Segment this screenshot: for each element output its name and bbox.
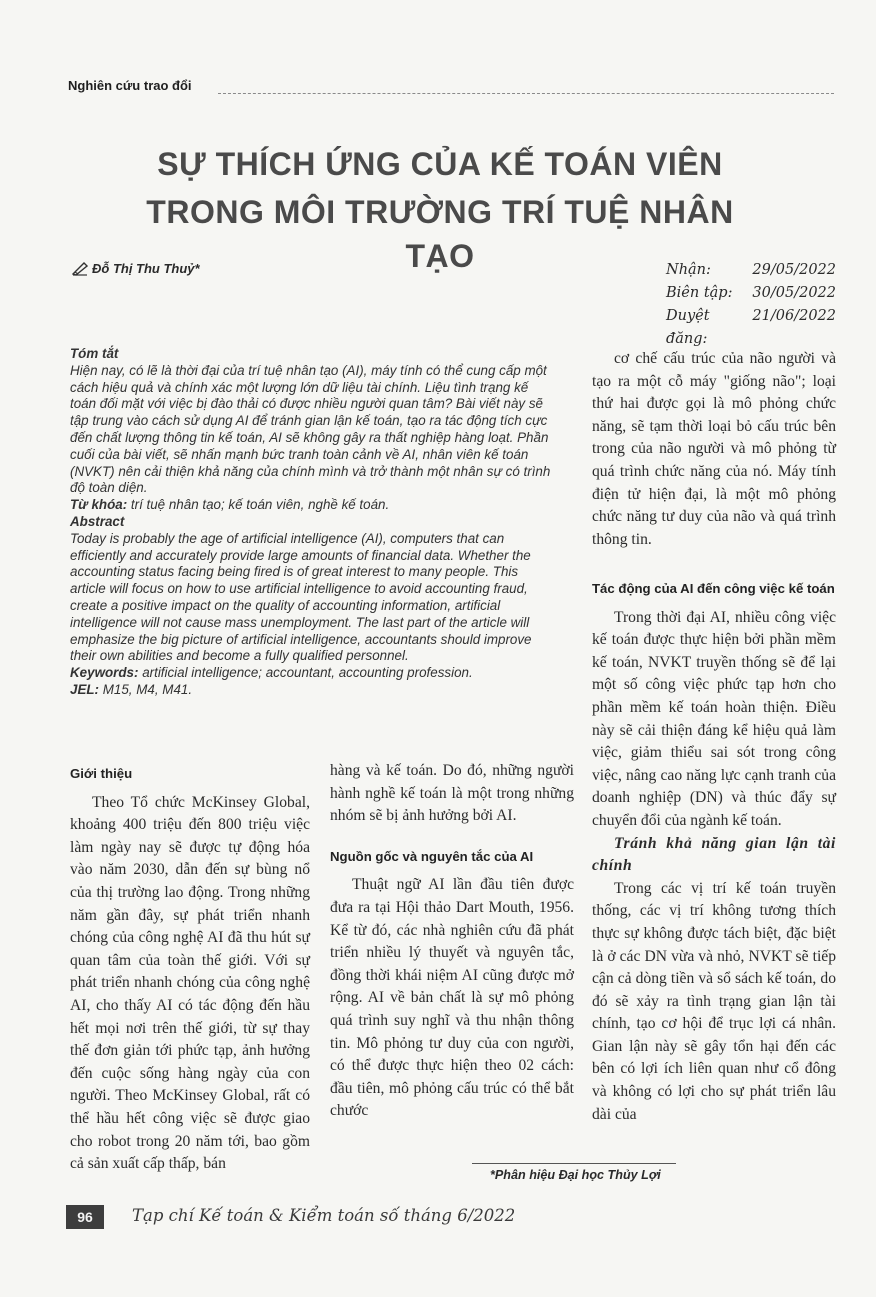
section-label: Nghiên cứu trao đổi <box>68 78 192 93</box>
date-received: Nhận: 29/05/2022 <box>666 262 836 278</box>
page-number: 96 <box>66 1205 104 1229</box>
pen-writing-icon <box>72 262 88 276</box>
paragraph: Trong thời đại AI, nhiều công việc kế toán được thực hiện bởi phần mềm kế toán, NVKT truyền thống sẽ để lại một số công việc phức tạp hơn cho phần mềm kế toán hoàn thiện. Điều này sẽ cải thiện đáng kể hiệu quả làm việc, giảm thiểu sai sót trong công việc, nâng cao năng lực cạnh tranh của doanh nghiệp (DN) và thúc đẩy sự chuyển đổi của ngành kế toán. <box>592 608 836 829</box>
tukhoa-line <box>70 497 556 514</box>
keywords-line <box>70 665 556 682</box>
abstract-heading: Abstract <box>70 513 125 529</box>
column-2 <box>330 760 574 1123</box>
paragraph: Thuật ngữ AI lần đầu tiên được đưa ra tại Hội thảo Dart Mouth, 1956. Kể từ đó, các nhà nghiên cứu đã phát triển nhiều lý thuyết và nguyên tắc, đồng thời khái niệm AI cũng được mở rộng. AI về bản chất là sự mô phỏng quá trình suy nghĩ và thu nhận thông tin. Mô phỏng tư duy của con người, có thể được thực hiện theo 02 cách: đầu tiên, mô phỏng cấu trúc có thể bắt chước <box>330 876 574 1120</box>
affiliation-footnote: *Phân hiệu Đại học Thủy Lợi <box>490 1168 661 1182</box>
paragraph: hàng và kế toán. Do đó, những người hành nghề kế toán là một trong những nhóm sẽ bị ảnh hưởng bởi AI. <box>330 762 574 825</box>
tukhoa-label: Từ khóa: <box>70 497 128 513</box>
paragraph: cơ chế cấu trúc của não người và tạo ra một cỗ máy "giống não"; loại thứ hai được gọi là mô phỏng chức năng, sẽ tạm thời loại bỏ cấu trúc bên trong của não người và mô phỏng từ quá trình chức năng của nó. Máy tính điện tử hiện đại, là một mô phỏng chức năng tư duy của não và quá trình thông tin. <box>592 350 836 548</box>
date-block <box>666 259 836 351</box>
paragraph: Theo Tổ chức McKinsey Global, khoảng 400 triệu đến 800 triệu việc làm ngày nay sẽ được tự động hóa vào năm 2030, dẫn đến sự bùng nổ của thị trường lao động. Trong những năm gần đây, sự phát triển nhanh chóng của công nghệ AI đã thu hút sự quan tâm của toàn thế giới. Với sự phát triển nhanh chóng của công nghệ AI, cho thấy AI có tác động đến hầu hết mọi nơi trên thế giới, từ sự thay thế đơn giản tới phức tạp, ảnh hưởng đến cuộc sống hàng ngày của con người. Theo McKinsey Global, rất có thể hầu hết công việc sẽ được giao cho robot trong 20 năm tới, bao gồm cả sản xuất cấp thấp, bán <box>70 793 310 1173</box>
date-approved: Duyệt đăng: 21/06/2022 <box>666 308 836 347</box>
tomtat-heading: Tóm tắt <box>70 346 119 361</box>
jel-line <box>70 682 556 699</box>
journal-name: Tạp chí Kế toán & Kiểm toán số tháng 6/2022 <box>132 1206 516 1225</box>
section-heading-origin: Nguồn gốc và nguyên tắc của AI <box>330 848 534 864</box>
tomtat-text: Hiện nay, có lẽ là thời đại của trí tuệ nhân tạo (AI), máy tính có thể cung cấp một cách hiệu quả và chính xác một lượng lớn dữ liệu tài chính. Liệu tình trạng kế toán đối mặt với việc bị đào thải có được nhiều người quan tâm? Bài viết này sẽ tập trung vào cách sử dụng AI để tránh gian lận kế toán, tạo ra tác động tích cực đến chất lượng thông tin kế toán, AI sẽ không gây ra thất nghiệp hàng loạt. Phần cuối của bài viết, sẽ nhấn mạnh bức tranh toàn cảnh về AI, nhân viên kế toán (NVKT) nên cải thiện khả năng của chính mình và trở thành một nhân sự có trình độ toàn diện. <box>70 362 551 496</box>
article-title-line-1: SỰ THÍCH ỨNG CỦA KẾ TOÁN VIÊN <box>157 146 723 182</box>
column-1 <box>70 763 310 1176</box>
author-row <box>72 261 200 276</box>
jel-text: M15, M4, M41. <box>99 681 193 697</box>
abstract-box <box>70 346 556 699</box>
keywords-text: artificial intelligence; accountant, accounting profession. <box>138 665 473 681</box>
section-heading-intro: Giới thiệu <box>70 766 133 781</box>
column-3 <box>592 578 836 1126</box>
keywords-label: Keywords: <box>70 665 139 681</box>
jel-label: JEL: <box>70 681 100 697</box>
subheading-fraud: Tránh khả năng gian lận tài chính <box>592 834 836 875</box>
date-edited: Biên tập: 30/05/2022 <box>666 285 836 301</box>
abstract-text: Today is probably the age of artificial intelligence (AI), computers that can efficiently and accurately provide large amounts of financial data. Whether the accounting status facing being fired is of great interest to many people. This article will focus on how to use artificial intelligence to avoid accounting fraud, create a positive impact on the quality of accounting information, artificial intelligence will not cause mass unemployment. The last part of the article will emphasize the big picture of artificial intelligence, accountants should improve their own abilities and become a fully qualified personnel. <box>70 530 532 664</box>
tukhoa-text: trí tuệ nhân tạo; kế toán viên, nghề kế toán. <box>127 497 390 513</box>
footnote-rule <box>472 1163 676 1164</box>
section-heading-impact: Tác động của AI đến công việc kế toán <box>592 581 835 596</box>
paragraph: Trong các vị trí kế toán truyền thống, các vị trí không tương thích thực sự không được tách biệt, đặc biệt là ở các DN vừa và nhỏ, NVKT sẽ tiếp cận cả dòng tiền và sổ sách kế toán, do đó sẽ xảy ra tình trạng gian lận tài chính, tạo cơ hội để trục lợi cá nhân. Gian lận này sẽ gây tổn hại đến các bên có lợi ích liên quan như cổ đông và không có lợi cho sự phát triển lâu dài của <box>592 879 836 1123</box>
header-rule <box>218 93 834 94</box>
author-name: Đỗ Thị Thu Thuỷ* <box>92 261 200 276</box>
article-title-line-2: TRONG MÔI TRƯỜNG TRÍ TUỆ NHÂN TẠO <box>146 194 734 274</box>
right-column-top <box>592 348 836 551</box>
